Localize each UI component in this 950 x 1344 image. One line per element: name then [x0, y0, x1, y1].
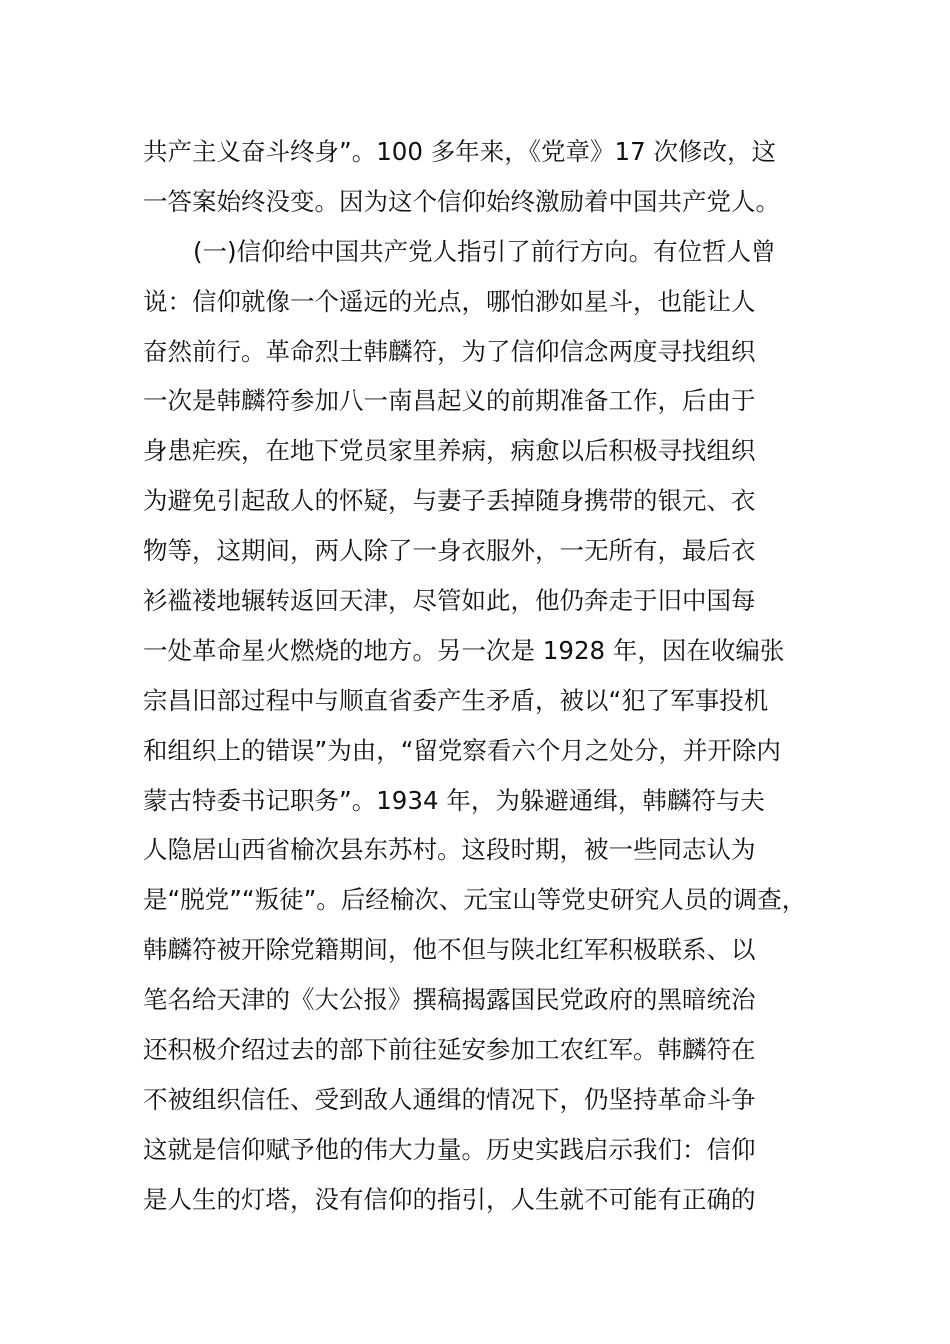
text-line: 蒙古特委书记职务”。1934 年，为躲避通缉，韩麟符与夫 [143, 785, 765, 815]
text-line: 物等，这期间，两人除了一身衣服外，一无所有，最后衣 [143, 536, 756, 566]
text-line: 一处革命星火燃烧的地方。另一次是 1928 年，因在收编张 [143, 635, 785, 665]
text-line: 奋然前行。革命烈士韩麟符，为了信仰信念两度寻找组织 [143, 336, 756, 366]
text-line: (一)信仰给中国共产党人指引了前行方向。有位哲人曾 [193, 236, 776, 266]
body-text [143, 127, 843, 1225]
text-line: 人隐居山西省榆次县东苏村。这段时期，被一些同志认为 [143, 835, 756, 865]
text-line: 衫褴褛地辗转返回天津，尽管如此，他仍奔走于旧中国每 [143, 586, 756, 616]
text-line: 一答案始终没变。因为这个信仰始终激励着中国共产党人。 [143, 186, 780, 216]
text-line: 身患疟疾，在地下党员家里养病，病愈以后积极寻找组织 [143, 436, 756, 466]
text-line: 不被组织信任、受到敌人通缉的情况下，仍坚持革命斗争 [143, 1084, 756, 1114]
text-line: 为避免引起敌人的怀疑，与妻子丢掉随身携带的银元、衣 [143, 486, 756, 516]
text-line: 笔名给天津的《大公报》撰稿揭露国民党政府的黑暗统治 [143, 985, 756, 1015]
text-line: 是人生的灯塔，没有信仰的指引，人生就不可能有正确的 [143, 1184, 756, 1214]
text-line: 一次是韩麟符参加八一南昌起义的前期准备工作，后由于 [143, 386, 756, 416]
text-line: 宗昌旧部过程中与顺直省委产生矛盾，被以“犯了军事投机 [143, 685, 769, 715]
text-line: 和组织上的错误”为由，“留党察看六个月之处分，并开除内 [143, 735, 781, 765]
text-line: 是“脱党”“叛徒”。后经榆次、元宝山等党史研究人员的调查， [143, 885, 807, 915]
text-line: 共产主义奋斗终身”。100 多年来，《党章》17 次修改，这 [143, 137, 776, 166]
text-line: 还积极介绍过去的部下前往延安参加工农红军。韩麟符在 [143, 1035, 756, 1065]
text-line: 韩麟符被开除党籍期间，他不但与陕北红军积极联系、以 [143, 935, 756, 965]
text-line: 这就是信仰赋予他的伟大力量。历史实践启示我们：信仰 [143, 1134, 756, 1164]
text-line: 说：信仰就像一个遥远的光点，哪怕渺如星斗，也能让人 [143, 286, 756, 316]
